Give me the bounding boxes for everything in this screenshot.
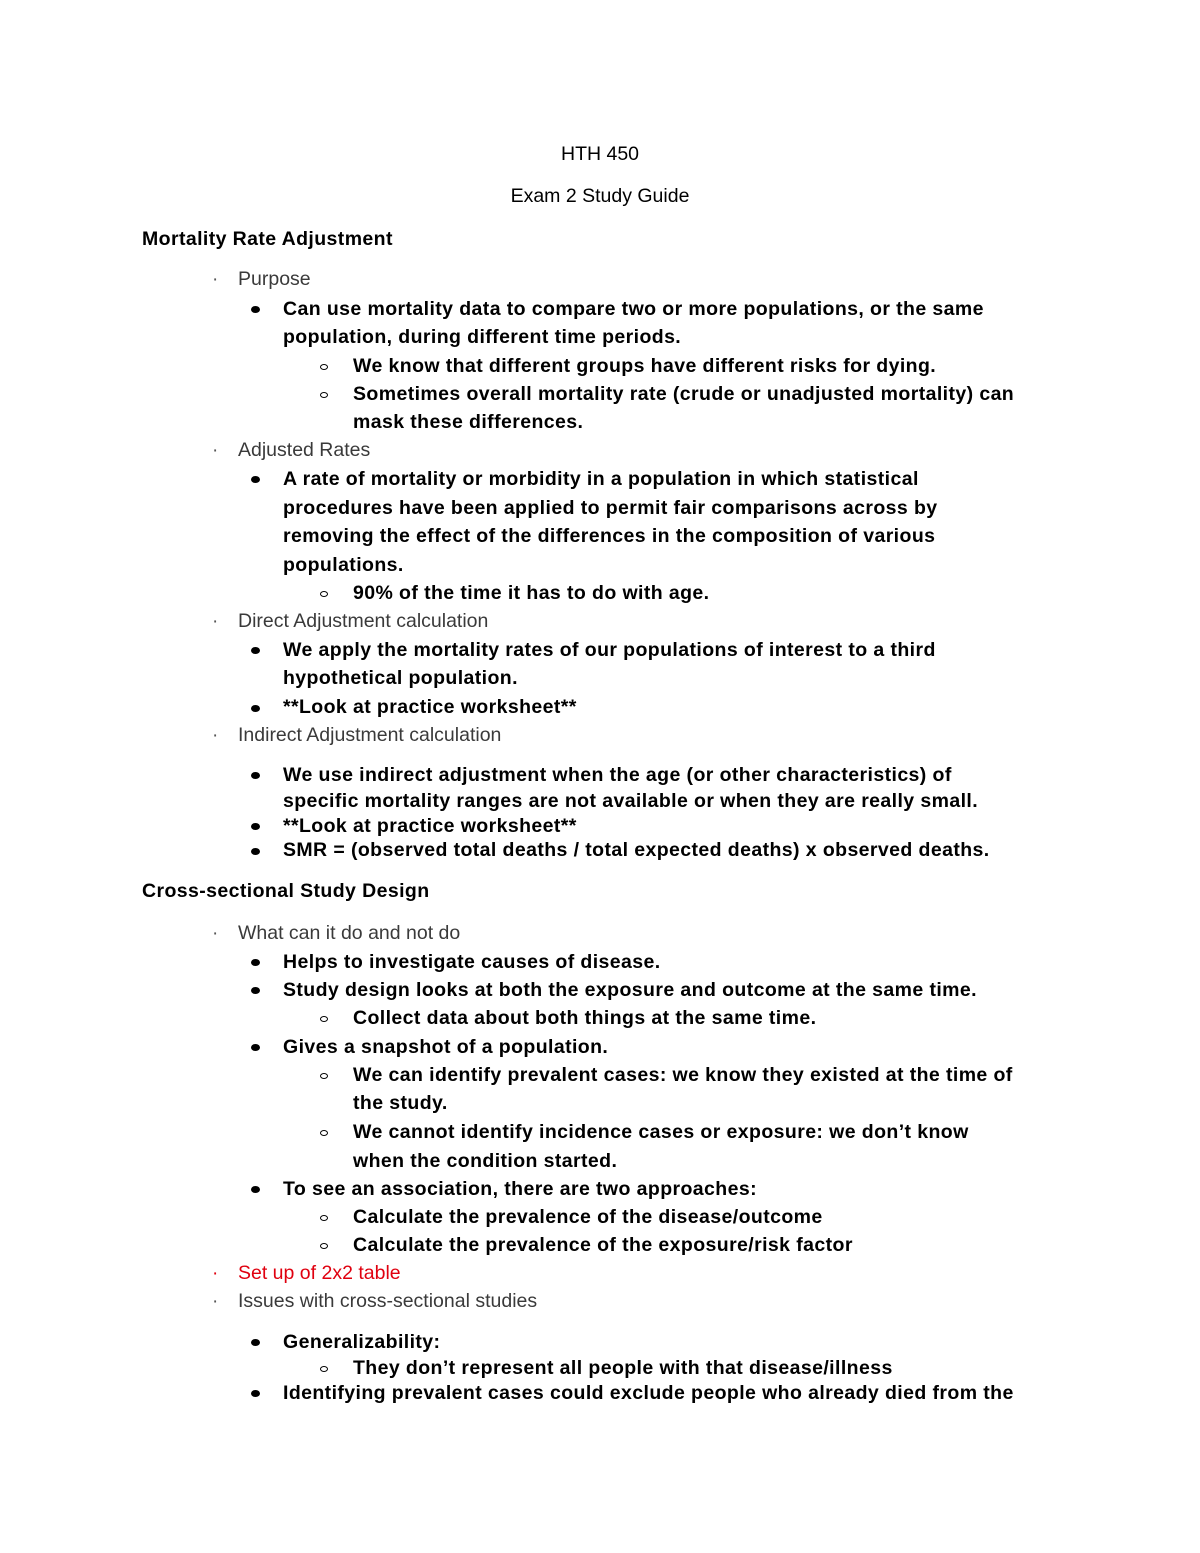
subpoint-text: We can identify prevalent cases: we know they existed at the time of	[353, 1064, 1013, 1086]
point-text: population, during different time periods.	[283, 326, 682, 348]
subpoint-text: Calculate the prevalence of the exposure/risk factor	[353, 1234, 853, 1256]
bullet-icon	[251, 647, 260, 654]
topic-label: Adjusted Rates	[238, 439, 371, 461]
subpoint-text: when the condition started.	[353, 1150, 618, 1172]
bullet-icon	[251, 772, 260, 779]
small-bullet-icon: ·	[212, 269, 219, 290]
bullet-icon	[251, 1339, 260, 1346]
topic-label: Issues with cross-sectional studies	[238, 1290, 538, 1312]
bullet-icon	[251, 476, 260, 483]
point-text: Can use mortality data to compare two or more populations, or the same	[283, 298, 984, 320]
point-text: A rate of mortality or morbidity in a population in which statistical	[283, 468, 919, 490]
subpoint-text: We cannot identify incidence cases or exposure: we don’t know	[353, 1121, 969, 1143]
hollow-bullet-icon	[320, 1016, 328, 1022]
topic-label-highlighted: Set up of 2x2 table	[238, 1262, 401, 1284]
topic-label: Purpose	[238, 268, 311, 290]
subpoint-text: Sometimes overall mortality rate (crude or unadjusted mortality) can	[353, 383, 1015, 405]
point-text: Helps to investigate causes of disease.	[283, 951, 661, 973]
bullet-icon	[251, 705, 260, 712]
hollow-bullet-icon	[320, 1073, 328, 1079]
bullet-icon	[251, 987, 260, 994]
section-heading: Cross-sectional Study Design	[142, 880, 430, 902]
point-text: hypothetical population.	[283, 667, 518, 689]
point-text: Generalizability:	[283, 1331, 441, 1353]
point-text: We use indirect adjustment when the age (or other characteristics) of	[283, 764, 952, 786]
subpoint-text: Calculate the prevalence of the disease/outcome	[353, 1206, 823, 1228]
subpoint-text: the study.	[353, 1092, 448, 1114]
point-text: specific mortality ranges are not available or when they are really small.	[283, 790, 979, 812]
bullet-icon	[251, 1186, 260, 1193]
bullet-icon	[251, 848, 260, 855]
point-text: We apply the mortality rates of our populations of interest to a third	[283, 639, 936, 661]
point-text: To see an association, there are two approaches:	[283, 1178, 757, 1200]
subpoint-text: 90% of the time it has to do with age.	[353, 582, 710, 604]
point-text: removing the effect of the differences in the composition of various	[283, 525, 936, 547]
bullet-icon	[251, 959, 260, 966]
small-bullet-icon: ·	[212, 725, 219, 746]
subpoint-text: We know that different groups have different risks for dying.	[353, 355, 937, 377]
small-bullet-icon: ·	[212, 611, 219, 632]
small-bullet-icon: ·	[212, 440, 219, 461]
hollow-bullet-icon	[320, 364, 328, 370]
point-text: Identifying prevalent cases could exclude people who already died from the	[283, 1382, 1014, 1404]
topic-label: Direct Adjustment calculation	[238, 610, 489, 632]
small-bullet-icon: ·	[212, 1263, 219, 1284]
hollow-bullet-icon	[320, 591, 328, 597]
topic-label: What can it do and not do	[238, 922, 461, 944]
hollow-bullet-icon	[320, 1243, 328, 1249]
bullet-icon	[251, 1390, 260, 1397]
bullet-icon	[251, 823, 260, 830]
point-text: **Look at practice worksheet**	[283, 815, 577, 837]
subpoint-text: They don’t represent all people with that disease/illness	[353, 1357, 893, 1379]
document-title: Exam 2 Study Guide	[510, 185, 690, 207]
bullet-icon	[251, 1044, 260, 1051]
point-text: Study design looks at both the exposure and outcome at the same time.	[283, 979, 977, 1001]
subpoint-text: Collect data about both things at the same time.	[353, 1007, 817, 1029]
course-code: HTH 450	[560, 143, 640, 165]
point-text: **Look at practice worksheet**	[283, 696, 577, 718]
small-bullet-icon: ·	[212, 923, 219, 944]
point-text: SMR = (observed total deaths / total expected deaths) x observed deaths.	[283, 839, 990, 861]
small-bullet-icon: ·	[212, 1291, 219, 1312]
point-text: populations.	[283, 554, 404, 576]
hollow-bullet-icon	[320, 1366, 328, 1372]
bullet-icon	[251, 306, 260, 313]
section-heading: Mortality Rate Adjustment	[142, 228, 393, 250]
hollow-bullet-icon	[320, 392, 328, 398]
point-text: Gives a snapshot of a population.	[283, 1036, 609, 1058]
point-text: procedures have been applied to permit fair comparisons across by	[283, 497, 938, 519]
hollow-bullet-icon	[320, 1130, 328, 1136]
topic-label: Indirect Adjustment calculation	[238, 724, 502, 746]
hollow-bullet-icon	[320, 1215, 328, 1221]
subpoint-text: mask these differences.	[353, 411, 584, 433]
